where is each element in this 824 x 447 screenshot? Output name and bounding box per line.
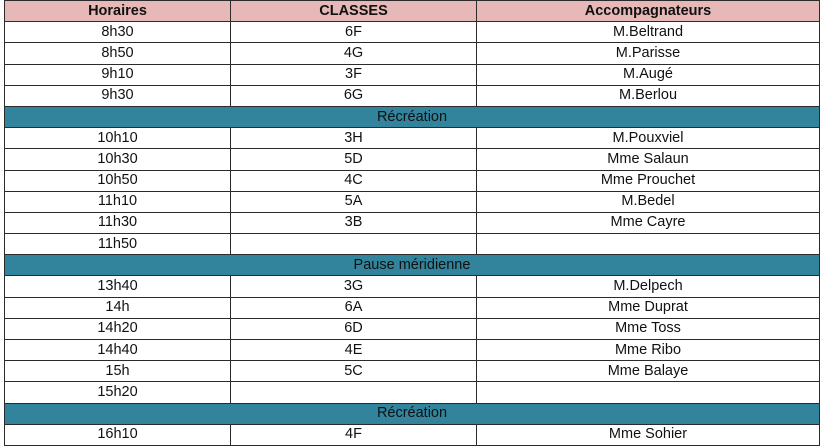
time-cell: 13h40	[5, 276, 231, 297]
guide-cell: Mme Ribo	[477, 340, 820, 361]
time-cell: 16h10	[5, 424, 231, 445]
schedule-body	[5, 22, 820, 446]
class-cell: 4C	[231, 170, 477, 191]
guide-cell: Mme Salaun	[477, 149, 820, 170]
break-row	[5, 106, 820, 127]
time-cell: 15h	[5, 361, 231, 382]
schedule-table	[4, 0, 820, 446]
time-cell: 11h30	[5, 212, 231, 233]
time-cell: 14h40	[5, 340, 231, 361]
header-row	[5, 1, 820, 22]
header-classes: CLASSES	[231, 1, 477, 22]
schedule-row	[5, 128, 820, 149]
guide-cell	[477, 382, 820, 403]
class-cell: 3H	[231, 128, 477, 149]
guide-cell: Mme Cayre	[477, 212, 820, 233]
time-cell: 9h30	[5, 85, 231, 106]
schedule-row	[5, 149, 820, 170]
schedule-row	[5, 43, 820, 64]
time-cell: 11h10	[5, 191, 231, 212]
guide-cell: M.Bedel	[477, 191, 820, 212]
guide-cell: Mme Prouchet	[477, 170, 820, 191]
header-accompagnateurs: Accompagnateurs	[477, 1, 820, 22]
class-cell	[231, 234, 477, 255]
guide-cell	[477, 234, 820, 255]
class-cell: 6F	[231, 22, 477, 43]
class-cell: 3B	[231, 212, 477, 233]
class-cell: 6D	[231, 318, 477, 339]
time-cell: 15h20	[5, 382, 231, 403]
time-cell: 10h50	[5, 170, 231, 191]
class-cell: 5D	[231, 149, 477, 170]
class-cell: 6G	[231, 85, 477, 106]
schedule-row	[5, 297, 820, 318]
schedule-row	[5, 318, 820, 339]
class-cell: 4F	[231, 424, 477, 445]
schedule-row	[5, 424, 820, 445]
class-cell: 3G	[231, 276, 477, 297]
schedule-row	[5, 382, 820, 403]
class-cell	[231, 382, 477, 403]
guide-cell: Mme Sohier	[477, 424, 820, 445]
class-cell: 3F	[231, 64, 477, 85]
class-cell: 4G	[231, 43, 477, 64]
break-row	[5, 403, 820, 424]
schedule-row	[5, 170, 820, 191]
time-cell: 10h30	[5, 149, 231, 170]
guide-cell: Mme Balaye	[477, 361, 820, 382]
header-horaires: Horaires	[5, 1, 231, 22]
schedule-row	[5, 234, 820, 255]
schedule-row	[5, 64, 820, 85]
schedule-header	[5, 1, 820, 22]
guide-cell: M.Pouxviel	[477, 128, 820, 149]
guide-cell: M.Delpech	[477, 276, 820, 297]
guide-cell: M.Augé	[477, 64, 820, 85]
break-label: Récréation	[5, 403, 820, 424]
time-cell: 10h10	[5, 128, 231, 149]
time-cell: 11h50	[5, 234, 231, 255]
class-cell: 5A	[231, 191, 477, 212]
guide-cell: M.Parisse	[477, 43, 820, 64]
guide-cell: Mme Duprat	[477, 297, 820, 318]
class-cell: 5C	[231, 361, 477, 382]
guide-cell: Mme Toss	[477, 318, 820, 339]
schedule-row	[5, 340, 820, 361]
schedule-row	[5, 85, 820, 106]
schedule-row	[5, 276, 820, 297]
class-cell: 4E	[231, 340, 477, 361]
schedule-row	[5, 191, 820, 212]
break-label: Pause méridienne	[5, 255, 820, 276]
schedule-row	[5, 212, 820, 233]
schedule-row	[5, 361, 820, 382]
break-label: Récréation	[5, 106, 820, 127]
time-cell: 8h50	[5, 43, 231, 64]
time-cell: 9h10	[5, 64, 231, 85]
break-row	[5, 255, 820, 276]
class-cell: 6A	[231, 297, 477, 318]
time-cell: 14h20	[5, 318, 231, 339]
time-cell: 14h	[5, 297, 231, 318]
guide-cell: M.Berlou	[477, 85, 820, 106]
guide-cell: M.Beltrand	[477, 22, 820, 43]
time-cell: 8h30	[5, 22, 231, 43]
schedule-row	[5, 22, 820, 43]
